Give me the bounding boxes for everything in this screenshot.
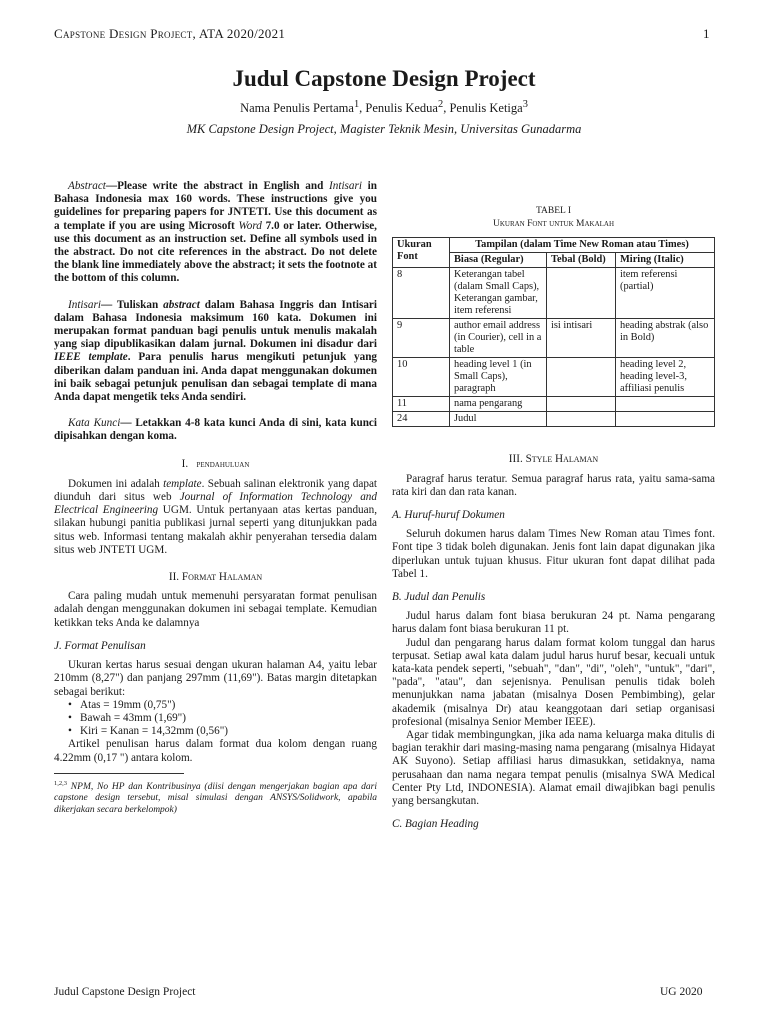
- s1-text-a: Dokumen ini adalah: [68, 477, 164, 490]
- keywords: [54, 417, 377, 443]
- margin-item-bottom: • Bawah = 43mm (1,69"): [80, 712, 377, 725]
- table-row: [393, 358, 715, 397]
- table-header-italic: Miring (Italic): [616, 253, 715, 268]
- table-cell-italic: heading level 2, heading level-3, affiliasi penulis: [616, 358, 715, 397]
- abstract-text-2: in Bahasa Indonesia max 160 words. These instructions give you guidelines for preparing papers for JNTETI. Use this document as a template if you are using Microsoft: [54, 180, 377, 232]
- abstract-word-intisari: Intisari: [329, 180, 362, 192]
- section-2-paragraph-1: Cara paling mudah untuk memenuhi persyaratan format penulisan adalah dengan menggunakan dokumen ini sebagai template. Kemudian ketikkan teks Anda ke dalamnya: [54, 590, 377, 629]
- table-row: [393, 319, 715, 358]
- section-2-paragraph-3: Artikel penulisan harus dalam format dua kolom dengan ruang 4.22mm (0,17 ") antara kolom.: [54, 738, 377, 764]
- page-number: 1: [703, 26, 710, 41]
- table-cell-bold: [547, 397, 616, 412]
- keywords-text: Letakkan 4-8 kata kunci Anda di sini, kata kunci dipisahkan dengan koma.: [54, 417, 378, 443]
- section-1-heading: [54, 458, 377, 472]
- table-header-row: [393, 238, 715, 253]
- table-1-caption: Ukuran Font untuk Makalah: [492, 219, 615, 230]
- table-cell-size: 9: [393, 319, 450, 358]
- section-3-number: III.: [508, 453, 523, 466]
- intisari-label: Intisari: [68, 298, 101, 311]
- margin-item-sides: • Kiri = Kanan = 14,32mm (0,56"): [80, 725, 377, 738]
- table-row: [393, 412, 715, 427]
- table-cell-regular: nama pengarang: [450, 397, 547, 412]
- intisari-text-3: . Para penulis harus mengikuti petunjuk yang diberikan dalam panduan ini. Anda dapat menggunakan dokumen ini baik sebagai petunjuk penulisan dan sebagai template di mana Anda dapat mengetik teks Anda sendiri.: [54, 351, 378, 404]
- section-2-paragraph-2: Ukuran kertas harus sesuai dengan ukuran halaman A4, yaitu lebar 210mm (8,27") dan panjang 297mm (11,69"). Batas margin ditetapkan sebagai berikut:: [54, 659, 377, 698]
- author-2-mark: 2: [437, 99, 444, 110]
- author-3-name: Penulis Ketiga: [449, 101, 523, 116]
- intisari-text-2: dalam Bahasa Inggris dan Intisari dalam Bahasa Indonesia maksimum 160 kata. Dokumen ini merupakan format panduan bagi penulis untuk menulis makalah yang siap dipublikasikan dalam jurnal. Dokumen ini disadur dari: [54, 298, 377, 351]
- table-cell-size: 11: [393, 397, 450, 412]
- table-row: [393, 268, 715, 319]
- s1-text-c: . Sebuah salinan elektronik yang dapat diunduh dari situs web: [54, 477, 378, 504]
- footnote: [54, 778, 377, 817]
- table-1-label: TABEL I: [535, 206, 572, 216]
- table-cell-size: 8: [393, 268, 450, 319]
- table-cell-regular: Judul: [450, 412, 547, 427]
- table-cell-regular: author email address (in Courier), cell in a table: [450, 319, 547, 358]
- section-3-paragraph-4: Judul dan pengarang harus dalam format kolom tunggal dan harus terpusat. Setiap awal kata dalam judul harus huruf besar, kecuali untuk kata-kata pendek seperti, "sebuah", "dan", "di", "oleh", "untuk", "dari", "pada", "atau", dan sejenisnya. Penulisan penulis tidak boleh menunjukkan nama jabatan (misalnya Dosen Pembimbing), gelar akademik (misalnya Dr) atau keanggotaan dari setiap organisasi profesional (misalnya Senior Member IEEE).: [392, 636, 715, 728]
- subsection-format-penulisan: J. Format Penulisan: [54, 639, 146, 652]
- section-1-paragraph: [54, 478, 377, 557]
- section-3-paragraph-1: Paragraf harus teratur. Semua paragraf harus rata, yaitu sama-sama rata kiri dan dan rata kanan.: [392, 472, 715, 498]
- paper-title: Judul Capstone Design Project: [232, 66, 536, 91]
- right-column: [392, 205, 715, 837]
- intisari: [54, 299, 377, 405]
- author-separator: ,: [359, 101, 366, 116]
- section-3-paragraph-5: Agar tidak membingungkan, jika ada nama keluarga maka ditulis di bagian terakhir dari masing-masing nama pengarang (misalnya Hidayat AK Suyono). Setiap affiliasi harus dimasukkan, setidaknya, nama perusahaan dan nama negara tempat penulis (misalnya SWA Medical Center Pty Ltd, INDONESIA). Alamat email diwajibkan bagi penulis yang bersangkutan.: [392, 729, 715, 808]
- margin-list: [54, 699, 377, 739]
- section-1-number: I.: [181, 457, 189, 470]
- abstract-text-1: Please write the abstract in English and: [117, 180, 330, 192]
- table-cell-italic: [616, 397, 715, 412]
- footer-code: UG 2020: [660, 986, 703, 998]
- section-2-number: II.: [168, 571, 180, 584]
- running-header-title: Capstone Design Project, ATA 2020/2021: [54, 26, 286, 41]
- intisari-text-1: Tuliskan: [116, 298, 164, 311]
- table-header-group: Tampilan (dalam Time New Roman atau Times): [450, 238, 715, 253]
- intisari-word-ieee: IEEE template: [54, 351, 128, 364]
- footer-title: Judul Capstone Design Project: [54, 986, 196, 998]
- section-3-paragraph-3: Judul harus dalam font biasa berukuran 24 pt. Nama pengarang harus dalam font biasa berukuran 11 pt.: [392, 610, 715, 636]
- table-cell-italic: heading abstrak (also in Bold): [616, 319, 715, 358]
- author-1-name: Nama Penulis Pertama: [240, 101, 354, 116]
- footnote-rule: [54, 773, 184, 774]
- abstract-text-3: 7.0 or later. Otherwise, use this document as an instruction set. Define all symbols used in the abstract. Do not cite references in the abstract. Do not delete the blank line immediately above the abstract; it sets the footnote at the bottom of this column.: [54, 219, 377, 285]
- abstract-dash: —: [105, 180, 118, 192]
- section-2-title: Format Halaman: [181, 571, 263, 584]
- table-cell-size: 10: [393, 358, 450, 397]
- author-list: [0, 99, 768, 116]
- table-row: [393, 397, 715, 412]
- section-3-paragraph-2: Seluruh dokumen harus dalam Times New Roman atau Times font. Font tipe 3 tidak boleh digunakan. Jenis font lain dapat digunakan jika diperlukan untuk tujuan khusus. Fitur ukuran font dapat dilihat pada Tabel 1.: [392, 528, 715, 580]
- table-header-size: Ukuran Font: [393, 238, 450, 268]
- author-separator: ,: [443, 101, 450, 116]
- table-cell-size: 24: [393, 412, 450, 427]
- left-column: [54, 180, 377, 817]
- intisari-word-abstract: abstract: [163, 298, 200, 311]
- abstract-label: Abstract: [68, 180, 106, 192]
- section-3-heading: [392, 453, 715, 466]
- section-2-heading: [54, 571, 377, 584]
- footnote-text: NPM, No HP dan Kontribusinya (diisi dengan mengerjakan bagian apa dari capstone design tersebut, misal simulasi dengan ANSYS/Solidwork, apabila dikerjakan secara berkelompok): [54, 781, 377, 816]
- author-3-mark: 3: [522, 99, 528, 110]
- affiliation: MK Capstone Design Project, Magister Teknik Mesin, Universitas Gunadarma: [186, 122, 582, 136]
- table-cell-bold: isi intisari: [547, 319, 616, 358]
- footnote-marks: 1,2,3: [54, 779, 67, 787]
- table-cell-bold: [547, 268, 616, 319]
- subsection-judul-penulis: B. Judul dan Penulis: [392, 591, 486, 604]
- section-3-title: Style Halaman: [525, 453, 599, 466]
- table-cell-italic: item referensi (partial): [616, 268, 715, 319]
- s1-text-journal: Journal of Information Technology and Electrical Engineering: [54, 491, 377, 517]
- table-cell-bold: [547, 358, 616, 397]
- author-2-name: Penulis Kedua: [365, 101, 438, 116]
- s1-text-template: template: [163, 477, 202, 490]
- margin-item-top: • Atas = 19mm (0,75"): [80, 699, 377, 712]
- subsection-bagian-heading: C. Bagian Heading: [392, 818, 479, 831]
- abstract-word-word: Word: [238, 219, 262, 232]
- font-size-table: [392, 237, 715, 427]
- subsection-huruf-dokumen: A. Huruf-huruf Dokumen: [392, 509, 505, 522]
- table-cell-regular: Keterangan tabel (dalam Small Caps), Keterangan gambar, item referensi: [450, 268, 547, 319]
- table-cell-regular: heading level 1 (in Small Caps), paragraph: [450, 358, 547, 397]
- table-header-bold: Tebal (Bold): [547, 253, 616, 268]
- keywords-dash: —: [120, 417, 136, 430]
- table-cell-italic: [616, 412, 715, 427]
- s1-text-e: UGM. Untuk pertanyaan atas kertas panduan, silakan hubungi panitia publikasi jurnal seperti yang ditunjukkan pada situs web. Informasi tentang makalah akhir penyerahan tersedia dalam situs web JNTETI UGM.: [54, 504, 377, 556]
- section-1-title: pendahuluan: [196, 459, 250, 470]
- abstract: [54, 180, 377, 286]
- keywords-label: Kata Kunci: [68, 417, 121, 430]
- table-cell-bold: [547, 412, 616, 427]
- table-header-regular: Biasa (Regular): [450, 253, 547, 268]
- intisari-dash: —: [100, 298, 117, 311]
- author-1-mark: 1: [353, 99, 360, 110]
